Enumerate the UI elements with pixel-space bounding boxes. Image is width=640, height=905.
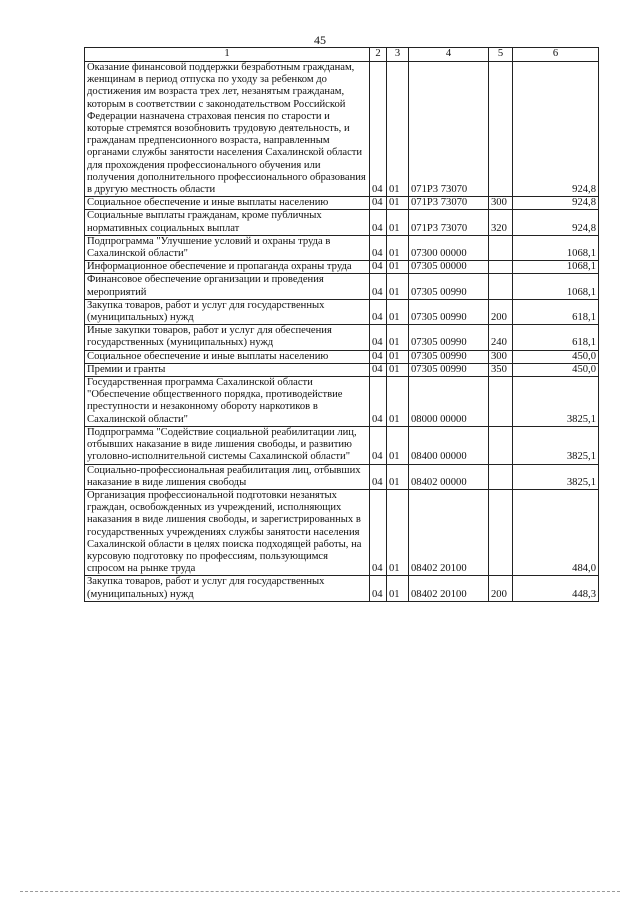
row-name-cell: Закупка товаров, работ и услуг для государственных (муниципальных) нужд — [85, 576, 370, 601]
row-subsection-cell: 01 — [387, 489, 409, 575]
row-target-article-cell: 071Р3 73070 — [409, 197, 489, 210]
row-target-article-cell: 071Р3 73070 — [409, 62, 489, 197]
row-section-cell: 04 — [370, 464, 387, 489]
page-number: 45 — [314, 33, 326, 47]
row-sum-cell: 924,8 — [513, 210, 599, 235]
row-name-cell: Социальное обеспечение и иные выплаты населению — [85, 350, 370, 363]
row-expense-type-cell — [489, 464, 513, 489]
row-name-cell: Социальные выплаты гражданам, кроме публичных нормативных социальных выплат — [85, 210, 370, 235]
row-sum-cell: 450,0 — [513, 350, 599, 363]
row-section-cell: 04 — [370, 197, 387, 210]
row-name-cell: Финансовое обеспечение организации и проведения мероприятий — [85, 274, 370, 299]
row-expense-type-cell: 240 — [489, 325, 513, 350]
row-expense-type-cell — [489, 489, 513, 575]
row-section-cell: 04 — [370, 426, 387, 464]
row-expense-type-cell — [489, 377, 513, 427]
row-subsection-cell: 01 — [387, 464, 409, 489]
row-expense-type-cell: 200 — [489, 299, 513, 324]
row-sum-cell: 1068,1 — [513, 235, 599, 260]
row-subsection-cell: 01 — [387, 363, 409, 376]
row-name-cell: Подпрограмма "Улучшение условий и охраны труда в Сахалинской области" — [85, 235, 370, 260]
table-row — [85, 350, 599, 363]
row-target-article-cell: 08000 00000 — [409, 377, 489, 427]
row-name-cell: Организация профессиональной подготовки незанятых граждан, освобожденных из учреждений, исполняющих наказания в виде лишения свободы, и зарегистрированных в государственных учреждениях службы занятости населения Сахалинской области в целях поиска подходящей работы, на курсовую подготовку по профессиям, пользующимся спросом на рынке труда — [85, 489, 370, 575]
row-expense-type-cell: 200 — [489, 576, 513, 601]
row-expense-type-cell — [489, 426, 513, 464]
row-sum-cell: 3825,1 — [513, 426, 599, 464]
row-sum-cell: 1068,1 — [513, 274, 599, 299]
table-row — [85, 197, 599, 210]
row-subsection-cell: 01 — [387, 274, 409, 299]
row-target-article-cell: 07305 00990 — [409, 325, 489, 350]
row-subsection-cell: 01 — [387, 62, 409, 197]
table-row — [85, 210, 599, 235]
row-section-cell: 04 — [370, 363, 387, 376]
row-sum-cell: 3825,1 — [513, 464, 599, 489]
row-sum-cell: 3825,1 — [513, 377, 599, 427]
row-section-cell: 04 — [370, 489, 387, 575]
row-target-article-cell: 08402 20100 — [409, 576, 489, 601]
row-name-cell: Оказание финансовой поддержки безработным гражданам, женщинам в период отпуска по уходу за ребенком до достижения им возраста трех лет, незанятым гражданам, которым в соответствии с законодательством Российской Федерации назначена страховая пенсия по старости и которые стремятся возобновить трудовую деятельность, и гражданам предпенсионного возраста, направленным органами службы занятости населения Сахалинской области для прохождения профессионального обучения или получения дополнительного профессионального образования в другую местность области — [85, 62, 370, 197]
table-row — [85, 235, 599, 260]
row-subsection-cell: 01 — [387, 576, 409, 601]
header-col-2: 2 — [370, 48, 387, 62]
header-col-3: 3 — [387, 48, 409, 62]
table-row — [85, 274, 599, 299]
header-col-5: 5 — [489, 48, 513, 62]
table-row — [85, 489, 599, 575]
row-expense-type-cell: 350 — [489, 363, 513, 376]
row-target-article-cell: 08400 00000 — [409, 426, 489, 464]
row-sum-cell: 618,1 — [513, 299, 599, 324]
table-row — [85, 261, 599, 274]
row-expense-type-cell — [489, 261, 513, 274]
row-name-cell: Подпрограмма "Содействие социальной реабилитации лиц, отбывших наказание в виде лишения свободы, и развитию уголовно-исполнительной системы Сахалинской области" — [85, 426, 370, 464]
header-col-4: 4 — [409, 48, 489, 62]
row-section-cell: 04 — [370, 235, 387, 260]
row-target-article-cell: 08402 00000 — [409, 464, 489, 489]
row-target-article-cell: 08402 20100 — [409, 489, 489, 575]
row-name-cell: Премии и гранты — [85, 363, 370, 376]
row-subsection-cell: 01 — [387, 235, 409, 260]
table-row — [85, 299, 599, 324]
table-row — [85, 377, 599, 427]
table-row — [85, 325, 599, 350]
row-subsection-cell: 01 — [387, 197, 409, 210]
table-row — [85, 426, 599, 464]
row-sum-cell: 618,1 — [513, 325, 599, 350]
row-section-cell: 04 — [370, 576, 387, 601]
row-name-cell: Иные закупки товаров, работ и услуг для обеспечения государственных (муниципальных) нужд — [85, 325, 370, 350]
row-name-cell: Социальное обеспечение и иные выплаты населению — [85, 197, 370, 210]
row-subsection-cell: 01 — [387, 299, 409, 324]
row-name-cell: Социально-профессиональная реабилитация лиц, отбывших наказание в виде лишения свободы — [85, 464, 370, 489]
row-target-article-cell: 07305 00990 — [409, 363, 489, 376]
row-expense-type-cell — [489, 274, 513, 299]
row-sum-cell: 924,8 — [513, 62, 599, 197]
row-sum-cell: 484,0 — [513, 489, 599, 575]
row-section-cell: 04 — [370, 299, 387, 324]
row-target-article-cell: 07300 00000 — [409, 235, 489, 260]
row-section-cell: 04 — [370, 350, 387, 363]
table-row — [85, 62, 599, 197]
row-expense-type-cell: 300 — [489, 350, 513, 363]
row-subsection-cell: 01 — [387, 210, 409, 235]
row-subsection-cell: 01 — [387, 426, 409, 464]
row-section-cell: 04 — [370, 210, 387, 235]
row-section-cell: 04 — [370, 377, 387, 427]
row-sum-cell: 1068,1 — [513, 261, 599, 274]
row-subsection-cell: 01 — [387, 377, 409, 427]
scan-bottom-line — [20, 891, 620, 892]
row-subsection-cell: 01 — [387, 350, 409, 363]
row-target-article-cell: 07305 00990 — [409, 350, 489, 363]
table-row — [85, 464, 599, 489]
row-target-article-cell: 071Р3 73070 — [409, 210, 489, 235]
row-target-article-cell: 07305 00990 — [409, 274, 489, 299]
header-col-1: 1 — [85, 48, 370, 62]
row-target-article-cell: 07305 00000 — [409, 261, 489, 274]
header-col-6: 6 — [513, 48, 599, 62]
row-expense-type-cell — [489, 235, 513, 260]
row-expense-type-cell: 320 — [489, 210, 513, 235]
row-subsection-cell: 01 — [387, 325, 409, 350]
row-section-cell: 04 — [370, 62, 387, 197]
budget-table — [84, 47, 599, 602]
row-section-cell: 04 — [370, 261, 387, 274]
row-sum-cell: 924,8 — [513, 197, 599, 210]
table-row — [85, 363, 599, 376]
row-name-cell: Государственная программа Сахалинской области "Обеспечение общественного порядка, противодействие преступности и незаконному обороту наркотиков в Сахалинской области" — [85, 377, 370, 427]
row-name-cell: Закупка товаров, работ и услуг для государственных (муниципальных) нужд — [85, 299, 370, 324]
row-target-article-cell: 07305 00990 — [409, 299, 489, 324]
row-sum-cell: 448,3 — [513, 576, 599, 601]
row-sum-cell: 450,0 — [513, 363, 599, 376]
table-row — [85, 576, 599, 601]
row-subsection-cell: 01 — [387, 261, 409, 274]
row-section-cell: 04 — [370, 325, 387, 350]
table-header-row — [85, 48, 599, 62]
row-expense-type-cell — [489, 62, 513, 197]
row-name-cell: Информационное обеспечение и пропаганда охраны труда — [85, 261, 370, 274]
row-section-cell: 04 — [370, 274, 387, 299]
row-expense-type-cell: 300 — [489, 197, 513, 210]
